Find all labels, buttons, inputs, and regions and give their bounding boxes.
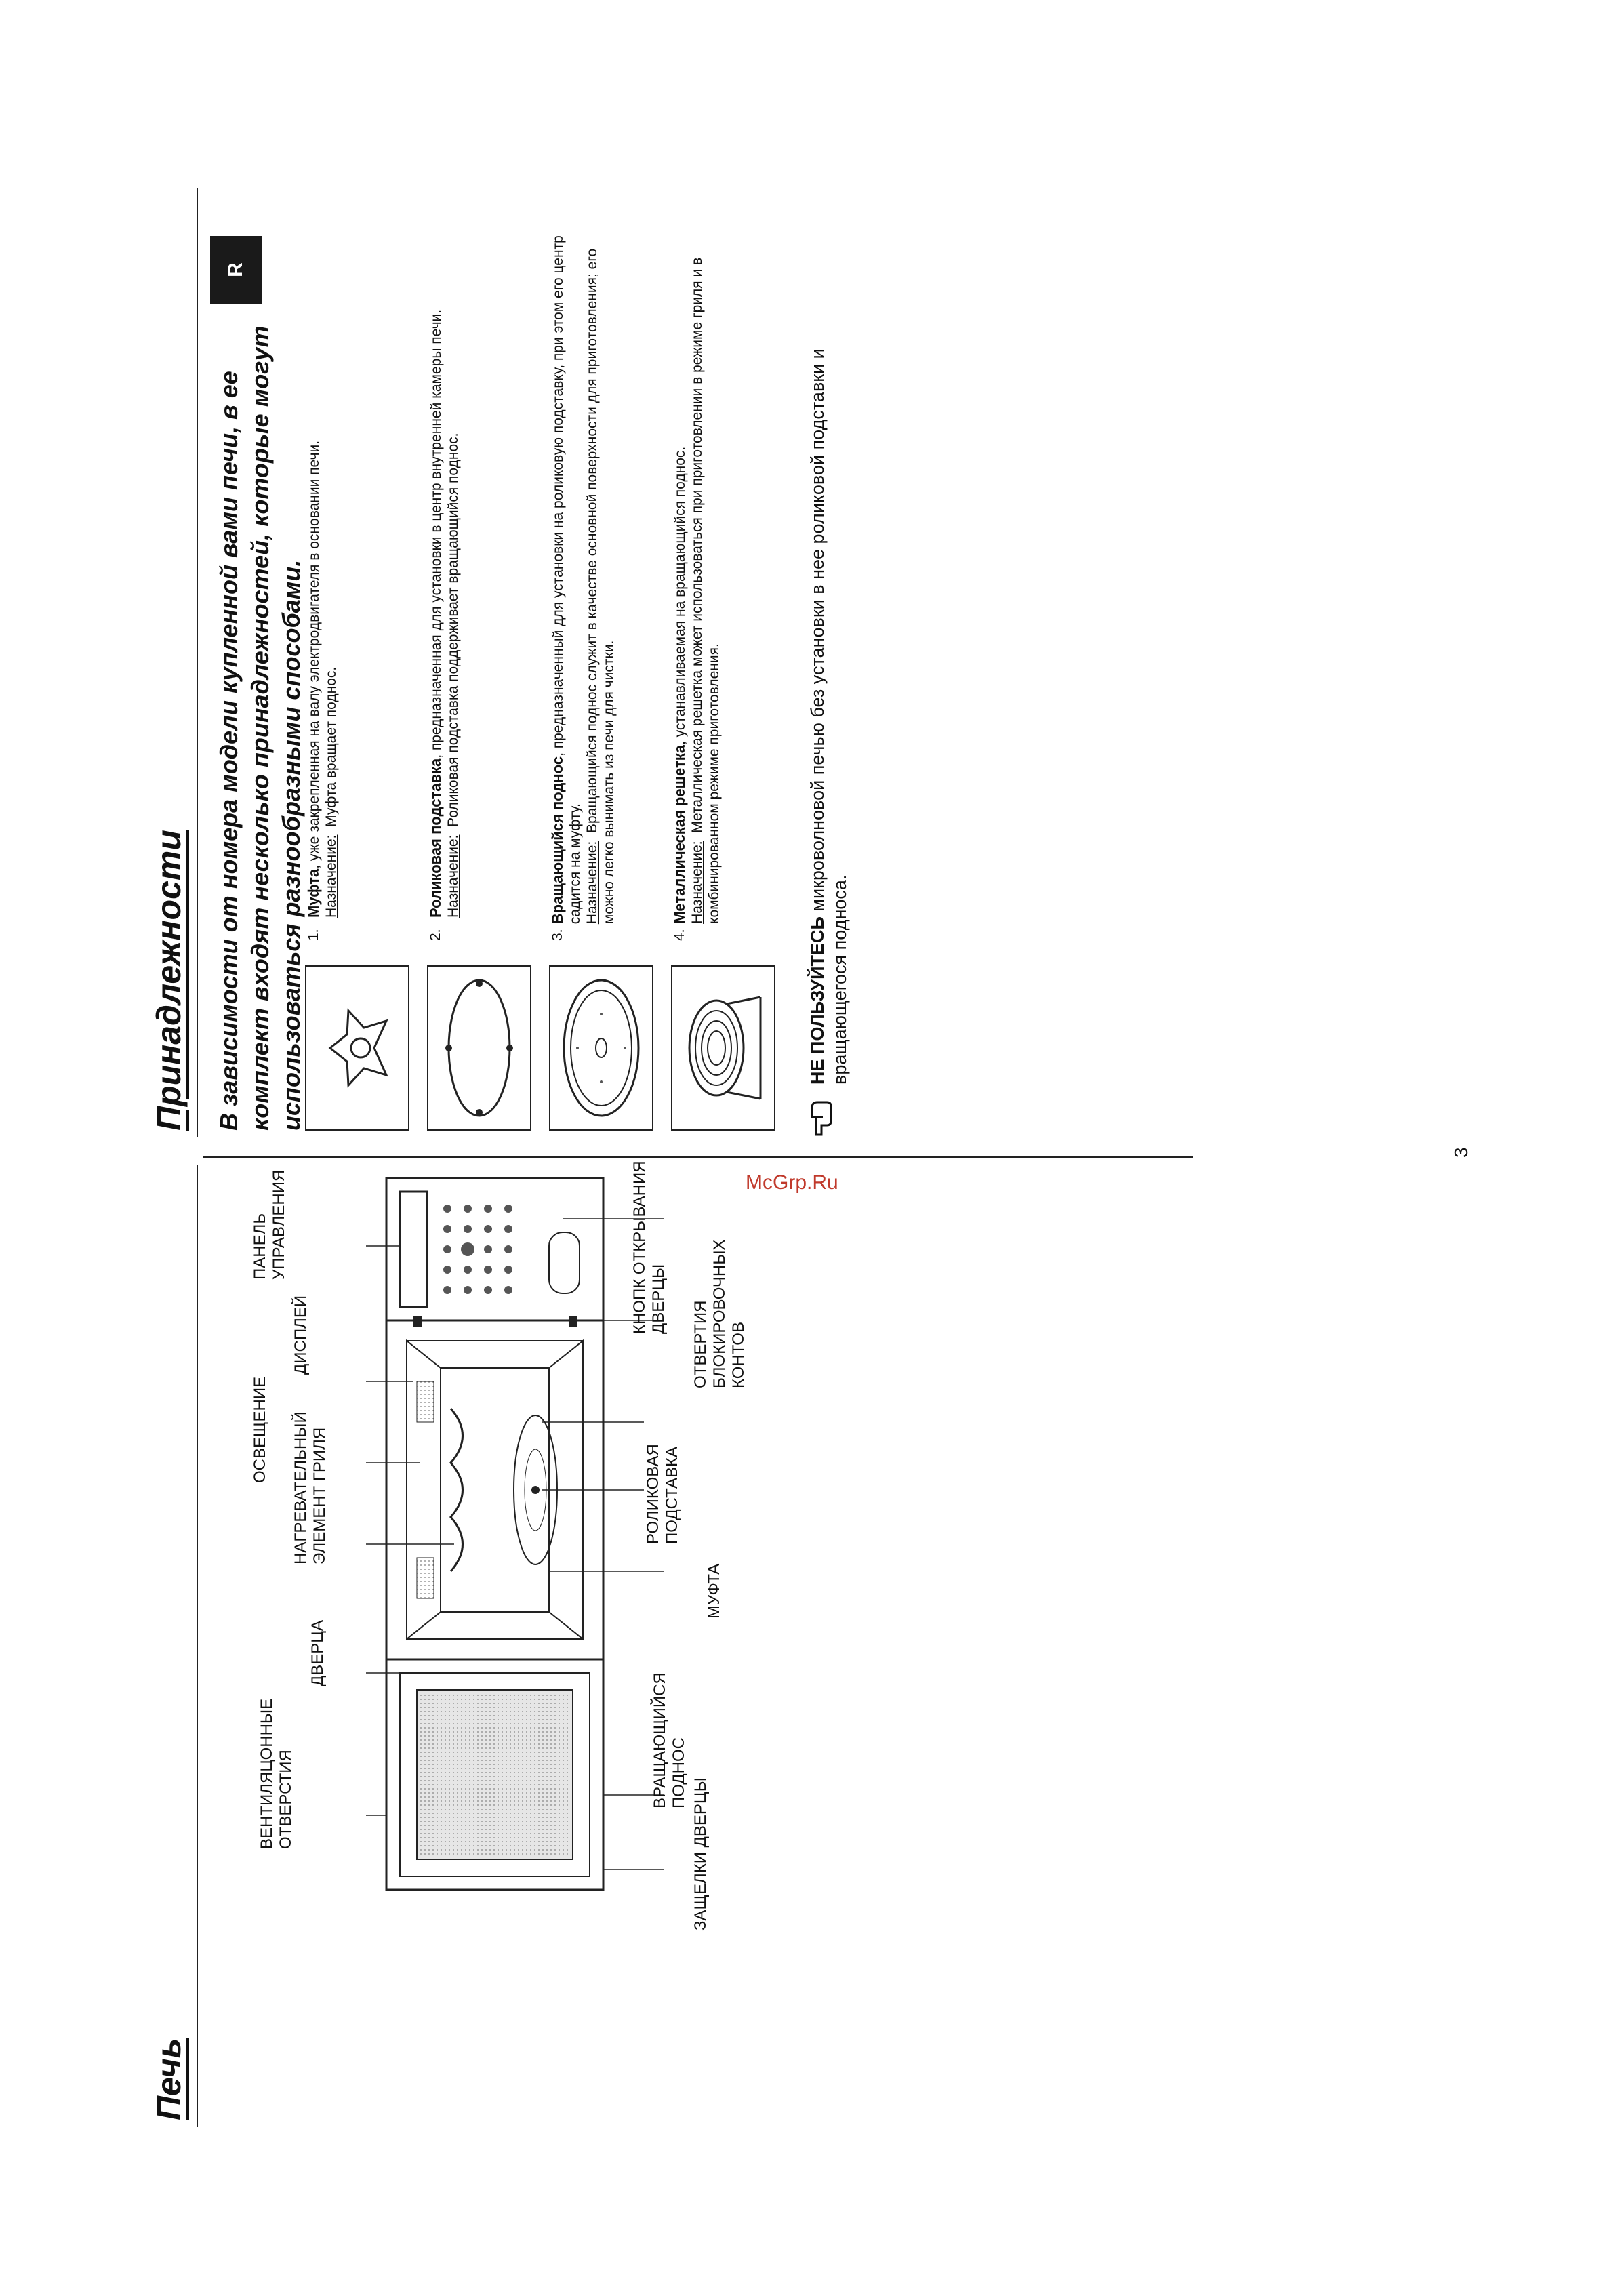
warning-block <box>807 256 851 1137</box>
purpose-label: Назначение: <box>584 841 600 925</box>
label-display: ДИСПЛЕЙ <box>291 1295 310 1375</box>
item-number: 3. <box>550 929 565 941</box>
item-purpose: Муфта вращает поднос. <box>323 666 339 827</box>
label-coupler: МУФТА <box>705 1563 723 1619</box>
item-purpose: Роликовая подставка поддерживает вращающийся поднос. <box>445 432 461 827</box>
accessory-item-4 <box>671 222 723 941</box>
label-latches: ЗАЩЕЛКИ ДВЕРЦЫ <box>691 1777 710 1931</box>
item-desc: , предназначенная для установки в центр внутренней камеры печи. <box>428 309 444 759</box>
accessories-title-rule <box>197 188 198 1137</box>
page-number: 3 <box>1450 1147 1471 1158</box>
label-vent: ВЕНТИЛЯЦОННЫЕ ОТВЕРСТИЯ <box>258 1698 295 1849</box>
item-name: Роликовая подставка <box>427 758 444 918</box>
label-tray: ВРАЩАЮЩИЙСЯ ПОДНОС <box>651 1672 688 1809</box>
item-name: Вращающийся поднос <box>549 756 566 925</box>
coupler-icon <box>306 967 408 1129</box>
purpose-label: Назначение: <box>445 834 461 918</box>
oven-section-title: Печь <box>150 2038 188 2120</box>
item-number: 2. <box>428 929 443 941</box>
item-desc: , предназначенный для установки на роликовую подставку, при этом его центр садится на муфту. <box>550 235 583 925</box>
item-number: 1. <box>306 929 321 941</box>
purpose-label: Назначение: <box>689 841 705 924</box>
rack-picture <box>671 965 775 1131</box>
accessory-item-1 <box>305 222 340 941</box>
item-number: 4. <box>672 929 687 941</box>
label-interlock: ОТВЕРТИЯ БЛОКИРОВОЧНЫХ КОНТОВ <box>691 1239 748 1388</box>
item-purpose: Вращающийся поднос служит в качестве основной поверхности для приготовления; его можно легко вынимать из печи для чистки. <box>584 248 617 925</box>
accessories-title: Принадлежности <box>150 830 188 1131</box>
turntable-icon <box>550 967 652 1129</box>
label-door: ДВЕРЦА <box>308 1619 327 1686</box>
label-panel: ПАНЕЛЬ УПРАВЛЕНИЯ <box>251 1169 288 1280</box>
column-divider <box>203 1156 1193 1158</box>
warning-lead: НЕ ПОЛЬЗУЙТЕСЬ <box>807 916 828 1085</box>
coupler-picture <box>305 965 409 1131</box>
label-grill: НАГРЕВАТЕЛЬНЫЙ ЭЛЕМЕНТ ГРИЛЯ <box>291 1411 329 1564</box>
label-light: ОСВЕЩЕНИЕ <box>251 1376 269 1483</box>
item-desc: , уже закрепленная на валу электродвигателя в основании печи. <box>306 440 322 869</box>
microwave-diagram <box>366 1165 664 1897</box>
oven-title-rule <box>197 1165 198 2127</box>
warning-rest: микроволновой печью без установки в нее роликовой подставки и вращающегося подноса. <box>807 348 850 1085</box>
item-desc: , устанавливаемая на вращающийся поднос. <box>672 446 688 746</box>
warning-text <box>807 256 851 1085</box>
roller-picture <box>427 965 531 1131</box>
label-door-button: КНОПК ОТКРЫВАНИЯ ДВЕРЦЫ <box>630 1160 668 1334</box>
watermark: McGrp.Ru <box>746 1171 838 1194</box>
roller-ring-icon <box>428 967 530 1129</box>
label-roller: РОЛИКОВАЯ ПОДСТАВКА <box>644 1444 681 1544</box>
language-badge: R <box>210 236 262 304</box>
accessories-intro: В зависимости от номера модели купленной вами печи, в ее комплект входят несколько принадлежностей, которые могут использоваться разнообразными способами. <box>215 325 305 1131</box>
item-name: Металлическая решетка <box>671 745 688 924</box>
accessory-item-2 <box>427 222 462 941</box>
accessory-item-3 <box>549 222 617 941</box>
grill-rack-icon <box>672 967 774 1129</box>
turntable-picture <box>549 965 653 1131</box>
item-name: Муфта <box>305 868 322 918</box>
pointing-hand-icon <box>807 1099 834 1137</box>
item-purpose: Металлическая решетка может использоваться при приготовлении в режиме гриля и в комбинированном режиме приготовления. <box>689 257 722 924</box>
purpose-label: Назначение: <box>323 834 339 918</box>
